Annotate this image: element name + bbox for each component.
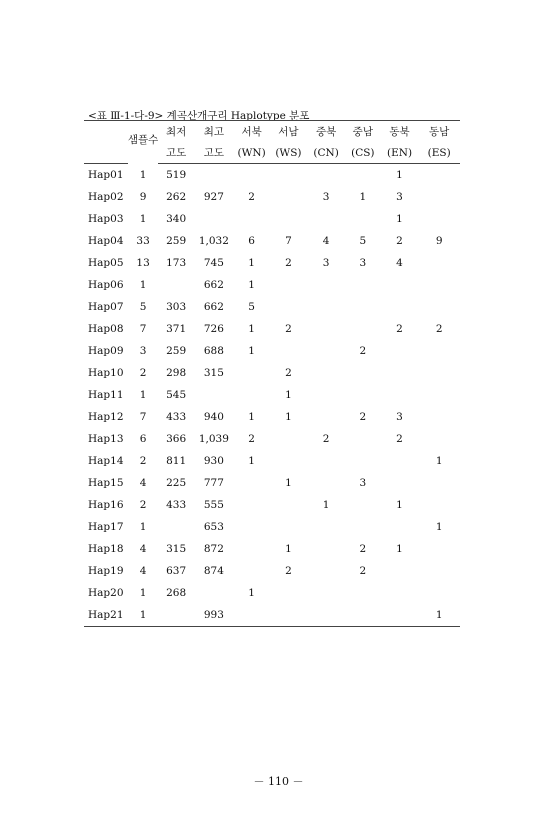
wn-count-cell: 2 <box>248 433 255 445</box>
min-altitude-cell: 259 <box>166 345 187 357</box>
table-row <box>84 384 460 406</box>
cn-count-cell <box>307 318 345 340</box>
sample-count-cell: 1 <box>139 389 147 401</box>
table-row <box>84 560 460 582</box>
wn-count-cell: 1 <box>248 455 255 467</box>
ws-count-cell: 2 <box>285 367 292 379</box>
en-count-cell <box>381 362 419 384</box>
max-altitude-cell <box>194 582 234 604</box>
haplotype-cell: Hap05 <box>88 257 124 269</box>
sample-count-cell: 13 <box>136 257 150 269</box>
table-body <box>84 164 460 627</box>
min-altitude-cell: 637 <box>166 565 187 577</box>
sample-count-cell: 1 <box>139 521 147 533</box>
en-count-cell <box>381 296 419 318</box>
ws-count-cell <box>270 428 308 450</box>
table-row <box>84 274 460 296</box>
table-row <box>84 450 460 472</box>
min-altitude-cell: 225 <box>166 477 187 489</box>
es-count-cell <box>418 582 460 604</box>
sample-count-cell: 1 <box>139 587 147 599</box>
cs-count-cell <box>345 318 381 340</box>
max-altitude-cell <box>194 164 234 187</box>
max-altitude-cell: 874 <box>203 565 224 577</box>
max-altitude-cell: 662 <box>203 301 224 313</box>
haplotype-cell: Hap15 <box>88 477 124 489</box>
en-count-cell: 4 <box>396 257 403 269</box>
table-row <box>84 406 460 428</box>
min-altitude-cell: 298 <box>166 367 187 379</box>
es-count-cell <box>418 560 460 582</box>
max-altitude-cell: 1,032 <box>198 235 229 247</box>
en-count-cell <box>381 450 419 472</box>
en-count-cell: 2 <box>396 433 403 445</box>
header-haplotype-empty-2 <box>84 142 128 164</box>
sample-count-cell: 4 <box>139 565 147 577</box>
cs-count-cell <box>345 604 381 627</box>
sample-count-cell: 7 <box>139 323 147 335</box>
sample-count-cell: 1 <box>128 604 158 627</box>
max-altitude-cell: 726 <box>203 323 224 335</box>
sample-count-cell: 4 <box>139 543 147 555</box>
max-altitude-cell: 745 <box>203 257 224 269</box>
cs-count-cell <box>345 208 381 230</box>
cn-count-cell <box>307 362 345 384</box>
table-row <box>84 516 460 538</box>
en-count-cell <box>381 340 419 362</box>
haplotype-cell: Hap13 <box>88 433 124 445</box>
wn-count-cell <box>234 516 270 538</box>
ws-count-cell: 2 <box>285 565 292 577</box>
haplotype-cell: Hap18 <box>88 543 124 555</box>
ws-count-cell <box>270 186 308 208</box>
haplotype-cell: Hap06 <box>88 279 124 291</box>
es-count-cell: 1 <box>435 455 443 467</box>
haplotype-cell: Hap07 <box>88 301 124 313</box>
cs-count-cell: 5 <box>359 235 367 247</box>
min-altitude-cell <box>158 604 194 627</box>
cn-count-cell <box>307 274 345 296</box>
ws-count-cell: 2 <box>285 257 292 269</box>
min-altitude-cell <box>158 516 194 538</box>
min-altitude-cell: 262 <box>166 191 187 203</box>
en-count-cell: 2 <box>396 323 403 335</box>
min-altitude-cell: 811 <box>166 455 187 467</box>
wn-count-cell <box>234 494 270 516</box>
haplotype-cell: Hap19 <box>88 565 124 577</box>
cs-count-cell <box>345 494 381 516</box>
ws-count-cell <box>270 274 308 296</box>
ws-count-cell <box>270 340 308 362</box>
max-altitude-cell: 653 <box>203 521 224 533</box>
max-altitude-cell: 688 <box>203 345 224 357</box>
header-cs-bottom: (CS) <box>345 142 381 164</box>
es-count-cell: 1 <box>418 604 460 627</box>
cs-count-cell <box>345 384 381 406</box>
es-count-cell <box>418 494 460 516</box>
max-altitude-cell: 930 <box>203 455 224 467</box>
es-count-cell <box>418 164 460 187</box>
haplotype-cell: Hap20 <box>88 587 124 599</box>
haplotype-cell: Hap17 <box>88 521 124 533</box>
sample-count-cell: 7 <box>139 411 147 423</box>
wn-count-cell <box>234 362 270 384</box>
haplotype-cell: Hap11 <box>88 389 124 401</box>
max-altitude-cell: 927 <box>203 191 224 203</box>
sample-count-cell: 4 <box>139 477 147 489</box>
sample-count-cell: 33 <box>136 235 150 247</box>
wn-count-cell <box>234 164 270 187</box>
header-ws-top: 서남 <box>270 121 308 143</box>
es-count-cell <box>418 186 460 208</box>
es-count-cell <box>418 406 460 428</box>
es-count-cell <box>418 362 460 384</box>
es-count-cell <box>418 274 460 296</box>
cn-count-cell <box>307 604 345 627</box>
sample-count-cell: 2 <box>139 499 147 511</box>
header-min-top: 최저 <box>158 121 194 143</box>
ws-count-cell: 1 <box>285 411 292 423</box>
wn-count-cell: 1 <box>248 587 255 599</box>
cs-count-cell: 3 <box>359 257 367 269</box>
max-altitude-cell <box>194 208 234 230</box>
en-count-cell: 3 <box>396 191 403 203</box>
sample-count-cell: 3 <box>139 345 147 357</box>
max-altitude-cell: 777 <box>203 477 224 489</box>
wn-count-cell: 5 <box>248 301 255 313</box>
cs-count-cell: 2 <box>359 411 367 423</box>
header-max-top: 최고 <box>194 121 234 143</box>
en-count-cell: 1 <box>396 499 403 511</box>
es-count-cell <box>418 538 460 560</box>
en-count-cell: 1 <box>396 169 403 181</box>
header-sample-count: 샘플수 <box>128 121 158 164</box>
table-row <box>84 428 460 450</box>
sample-count-cell: 9 <box>139 191 147 203</box>
cs-count-cell: 2 <box>359 345 367 357</box>
en-count-cell <box>381 582 419 604</box>
cs-count-cell: 2 <box>359 543 367 555</box>
cs-count-cell <box>345 274 381 296</box>
min-altitude-cell: 340 <box>166 213 187 225</box>
header-cn-top: 중북 <box>307 121 345 143</box>
wn-count-cell <box>234 208 270 230</box>
min-altitude-cell: 173 <box>166 257 187 269</box>
min-altitude-cell: 259 <box>166 235 187 247</box>
min-altitude-cell <box>158 274 194 296</box>
es-count-cell: 9 <box>435 235 443 247</box>
min-altitude-cell: 433 <box>166 411 187 423</box>
cs-count-cell <box>345 362 381 384</box>
table-caption: <표 Ⅲ-1-다-9> 계곡산개구리 Haplotype 분포 <box>88 110 310 122</box>
cn-count-cell <box>307 472 345 494</box>
header-es-top: 동남 <box>418 121 460 143</box>
header-en-top: 동북 <box>381 121 419 143</box>
en-count-cell <box>381 274 419 296</box>
es-count-cell <box>418 384 460 406</box>
en-count-cell <box>381 384 419 406</box>
es-count-cell <box>418 208 460 230</box>
max-altitude-cell: 315 <box>203 367 224 379</box>
en-count-cell: 1 <box>396 543 403 555</box>
table-row <box>84 186 460 208</box>
haplotype-cell: Hap21 <box>84 604 128 627</box>
wn-count-cell: 1 <box>248 323 255 335</box>
en-count-cell <box>381 472 419 494</box>
table-row <box>84 604 460 627</box>
min-altitude-cell: 433 <box>166 499 187 511</box>
max-altitude-cell: 662 <box>203 279 224 291</box>
haplotype-cell: Hap16 <box>88 499 124 511</box>
ws-count-cell: 1 <box>285 477 292 489</box>
page-number: － 110 － <box>253 775 304 788</box>
cs-count-cell <box>345 296 381 318</box>
en-count-cell: 3 <box>396 411 403 423</box>
haplotype-cell: Hap02 <box>88 191 124 203</box>
table-row <box>84 538 460 560</box>
wn-count-cell <box>234 538 270 560</box>
haplotype-distribution-table <box>84 120 460 627</box>
wn-count-cell: 6 <box>248 235 255 247</box>
cn-count-cell <box>307 208 345 230</box>
es-count-cell <box>418 428 460 450</box>
table-row <box>84 208 460 230</box>
cn-count-cell <box>307 450 345 472</box>
es-count-cell <box>418 296 460 318</box>
haplotype-cell: Hap12 <box>88 411 124 423</box>
haplotype-cell: Hap01 <box>88 169 124 181</box>
wn-count-cell: 1 <box>248 279 255 291</box>
haplotype-cell: Hap09 <box>88 345 124 357</box>
min-altitude-cell: 268 <box>166 587 187 599</box>
cs-count-cell: 3 <box>359 477 367 489</box>
table-row <box>84 252 460 274</box>
haplotype-cell: Hap10 <box>88 367 124 379</box>
sample-count-cell: 6 <box>139 433 147 445</box>
min-altitude-cell: 371 <box>166 323 187 335</box>
cs-count-cell <box>345 164 381 187</box>
es-count-cell <box>418 340 460 362</box>
header-cn-bottom: (CN) <box>307 142 345 164</box>
ws-count-cell <box>270 516 308 538</box>
cs-count-cell <box>345 582 381 604</box>
sample-count-cell: 2 <box>139 455 147 467</box>
wn-count-cell <box>234 560 270 582</box>
table-row <box>84 582 460 604</box>
cn-count-cell <box>307 296 345 318</box>
wn-count-cell: 1 <box>248 345 255 357</box>
wn-count-cell <box>234 384 270 406</box>
ws-count-cell <box>270 494 308 516</box>
min-altitude-cell: 366 <box>166 433 187 445</box>
haplotype-cell: Hap14 <box>88 455 124 467</box>
cn-count-cell <box>307 164 345 187</box>
haplotype-cell: Hap08 <box>88 323 124 335</box>
cn-count-cell: 1 <box>322 499 330 511</box>
cn-count-cell <box>307 384 345 406</box>
ws-count-cell: 1 <box>285 543 292 555</box>
haplotype-cell: Hap04 <box>88 235 124 247</box>
ws-count-cell <box>270 604 308 627</box>
sample-count-cell: 1 <box>139 168 147 181</box>
ws-count-cell <box>270 450 308 472</box>
wn-count-cell <box>234 472 270 494</box>
header-ws-bottom: (WS) <box>270 142 308 164</box>
es-count-cell: 1 <box>435 521 443 533</box>
ws-count-cell <box>270 164 308 187</box>
table-row <box>84 164 460 187</box>
min-altitude-cell: 519 <box>166 169 187 181</box>
header-es-bottom: (ES) <box>418 142 460 164</box>
table-row <box>84 494 460 516</box>
es-count-cell: 2 <box>435 323 443 335</box>
en-count-cell <box>381 516 419 538</box>
wn-count-cell: 1 <box>248 411 255 423</box>
cn-count-cell <box>307 582 345 604</box>
sample-count-cell: 1 <box>139 279 147 291</box>
table-header <box>84 121 460 164</box>
cs-count-cell <box>345 450 381 472</box>
max-altitude-cell <box>194 384 234 406</box>
sample-count-cell: 2 <box>139 367 147 379</box>
header-wn-top: 서북 <box>234 121 270 143</box>
table-row <box>84 362 460 384</box>
max-altitude-cell: 940 <box>203 411 224 423</box>
sample-count-cell: 1 <box>139 213 147 225</box>
cn-count-cell: 2 <box>322 433 330 445</box>
ws-count-cell: 2 <box>285 323 292 335</box>
wn-count-cell: 2 <box>248 191 255 203</box>
ws-count-cell: 7 <box>285 235 292 247</box>
ws-count-cell <box>270 582 308 604</box>
en-count-cell <box>381 604 419 627</box>
header-wn-bottom: (WN) <box>234 142 270 164</box>
table-row <box>84 340 460 362</box>
cn-count-cell <box>307 516 345 538</box>
wn-count-cell <box>234 604 270 627</box>
table-row <box>84 472 460 494</box>
header-max-bottom: 고도 <box>194 142 234 164</box>
sample-count-cell: 5 <box>139 301 147 313</box>
header-cs-top: 중남 <box>345 121 381 143</box>
ws-count-cell: 1 <box>285 389 292 401</box>
es-count-cell <box>418 252 460 274</box>
haplotype-cell: Hap03 <box>88 213 124 225</box>
cs-count-cell <box>345 516 381 538</box>
en-count-cell <box>381 560 419 582</box>
max-altitude-cell: 872 <box>203 543 224 555</box>
cn-count-cell <box>307 340 345 362</box>
max-altitude-cell: 993 <box>194 604 234 627</box>
table-row <box>84 318 460 340</box>
max-altitude-cell: 555 <box>203 499 224 511</box>
cn-count-cell <box>307 538 345 560</box>
min-altitude-cell: 303 <box>166 301 187 313</box>
cn-count-cell: 3 <box>322 257 330 269</box>
cn-count-cell: 3 <box>322 191 330 203</box>
table-row <box>84 230 460 252</box>
min-altitude-cell: 315 <box>166 543 187 555</box>
ws-count-cell <box>270 296 308 318</box>
max-altitude-cell: 1,039 <box>198 433 229 445</box>
cn-count-cell <box>307 406 345 428</box>
min-altitude-cell: 545 <box>166 389 187 401</box>
header-en-bottom: (EN) <box>381 142 419 164</box>
cn-count-cell <box>307 560 345 582</box>
cn-count-cell: 4 <box>322 235 330 247</box>
en-count-cell: 2 <box>396 235 403 247</box>
cs-count-cell: 1 <box>359 191 367 203</box>
table-row <box>84 296 460 318</box>
header-haplotype-empty <box>84 121 128 143</box>
ws-count-cell <box>270 208 308 230</box>
en-count-cell: 1 <box>396 213 403 225</box>
header-min-bottom: 고도 <box>158 142 194 164</box>
cs-count-cell: 2 <box>359 565 367 577</box>
es-count-cell <box>418 472 460 494</box>
wn-count-cell: 1 <box>248 257 255 269</box>
cs-count-cell <box>345 428 381 450</box>
